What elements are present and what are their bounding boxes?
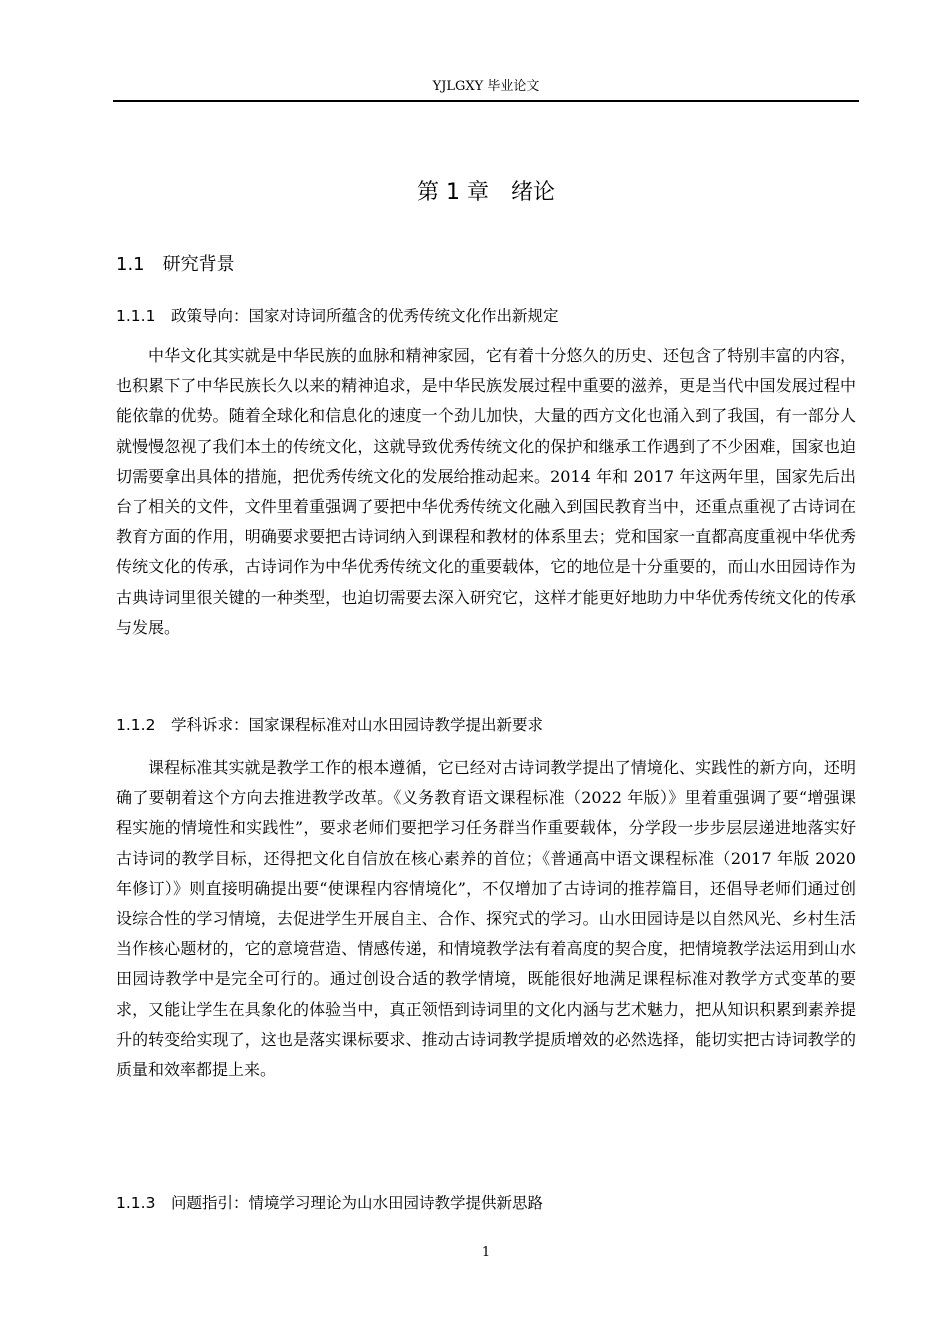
subsection-heading-1-1-1: 1.1.1 政策导向：国家对诗词所蕴含的优秀传统文化作出新规定 <box>116 307 559 325</box>
subsection-heading-1-1-3: 1.1.3 问题指引：情境学习理论为山水田园诗教学提供新思路 <box>116 1194 543 1212</box>
header-rule <box>113 100 859 102</box>
running-header: YJLGXY 毕业论文 <box>432 79 540 94</box>
paragraph-curriculum: 课程标准其实就是教学工作的根本遵循，它已经对古诗词教学提出了情境化、实践性的新方向，还明确了要朝着这个方向去推进教学改革。《义务教育语文课程标准（2022 年版）》里着重强调了要“增强课程实施的情境性和实践性”，要求老师们要把学习任务群当作重要载体，分学段一步步层层递进地落实好古诗词的教学目标，还得把文化自信放在核心素养的首位；《普通高中语文课程标准（2017 年版 2020 年修订）》则直接明确提出要“使课程内容情境化”，不仅增加了古诗词的推荐篇目，还倡导老师们通过创设综合性的学习情境，去促进学生开展自主、合作、探究式的学习。山水田园诗是以自然风光、乡村生活当作核心题材的，它的意境营造、情感传递，和情境教学法有着高度的契合度，把情境教学法运用到山水田园诗教学中是完全可行的。通过创设合适的教学情境，既能很好地满足课程标准对教学方式变革的要求，又能让学生在具象化的体验当中，真正领悟到诗词里的文化内涵与艺术魅力，把从知识积累到素养提升的转变给实现了，这也是落实课标要求、推动古诗词教学提质增效的必然选择，能切实把古诗词教学的质量和效率都提上来。 <box>116 758 856 1080</box>
section-heading-1-1: 1.1 研究背景 <box>116 254 235 275</box>
subsection-heading-1-1-2: 1.1.2 学科诉求：国家课程标准对山水田园诗教学提出新要求 <box>116 716 543 734</box>
paragraph-policy: 中华文化其实就是中华民族的血脉和精神家园，它有着十分悠久的历史、还包含了特别丰富的内容，也积累下了中华民族长久以来的精神追求，是中华民族发展过程中重要的滋养，更是当代中国发展过程中能依靠的优势。随着全球化和信息化的速度一个劲儿加快，大量的西方文化也涌入到了我国，有一部分人就慢慢忽视了我们本土的传统文化，这就导致优秀传统文化的保护和继承工作遇到了不少困难，国家也迫切需要拿出具体的措施，把优秀传统文化的发展给推动起来。2014 年和 2017 年这两年里，国家先后出台了相关的文件，文件里着重强调了要把中华优秀传统文化融入到国民教育当中，还重点重视了古诗词在教育方面的作用，明确要求要把古诗词纳入到课程和教材的体系里去；党和国家一直都高度重视中华优秀传统文化的传承，古诗词作为中华优秀传统文化的重要载体，它的地位是十分重要的，而山水田园诗作为古典诗词里很关键的一种类型，也迫切需要去深入研究它，这样才能更好地助力中华优秀传统文化的传承与发展。 <box>116 346 856 637</box>
chapter-title: 第 1 章 绪论 <box>417 180 555 205</box>
page-number: 1 <box>481 1245 491 1260</box>
